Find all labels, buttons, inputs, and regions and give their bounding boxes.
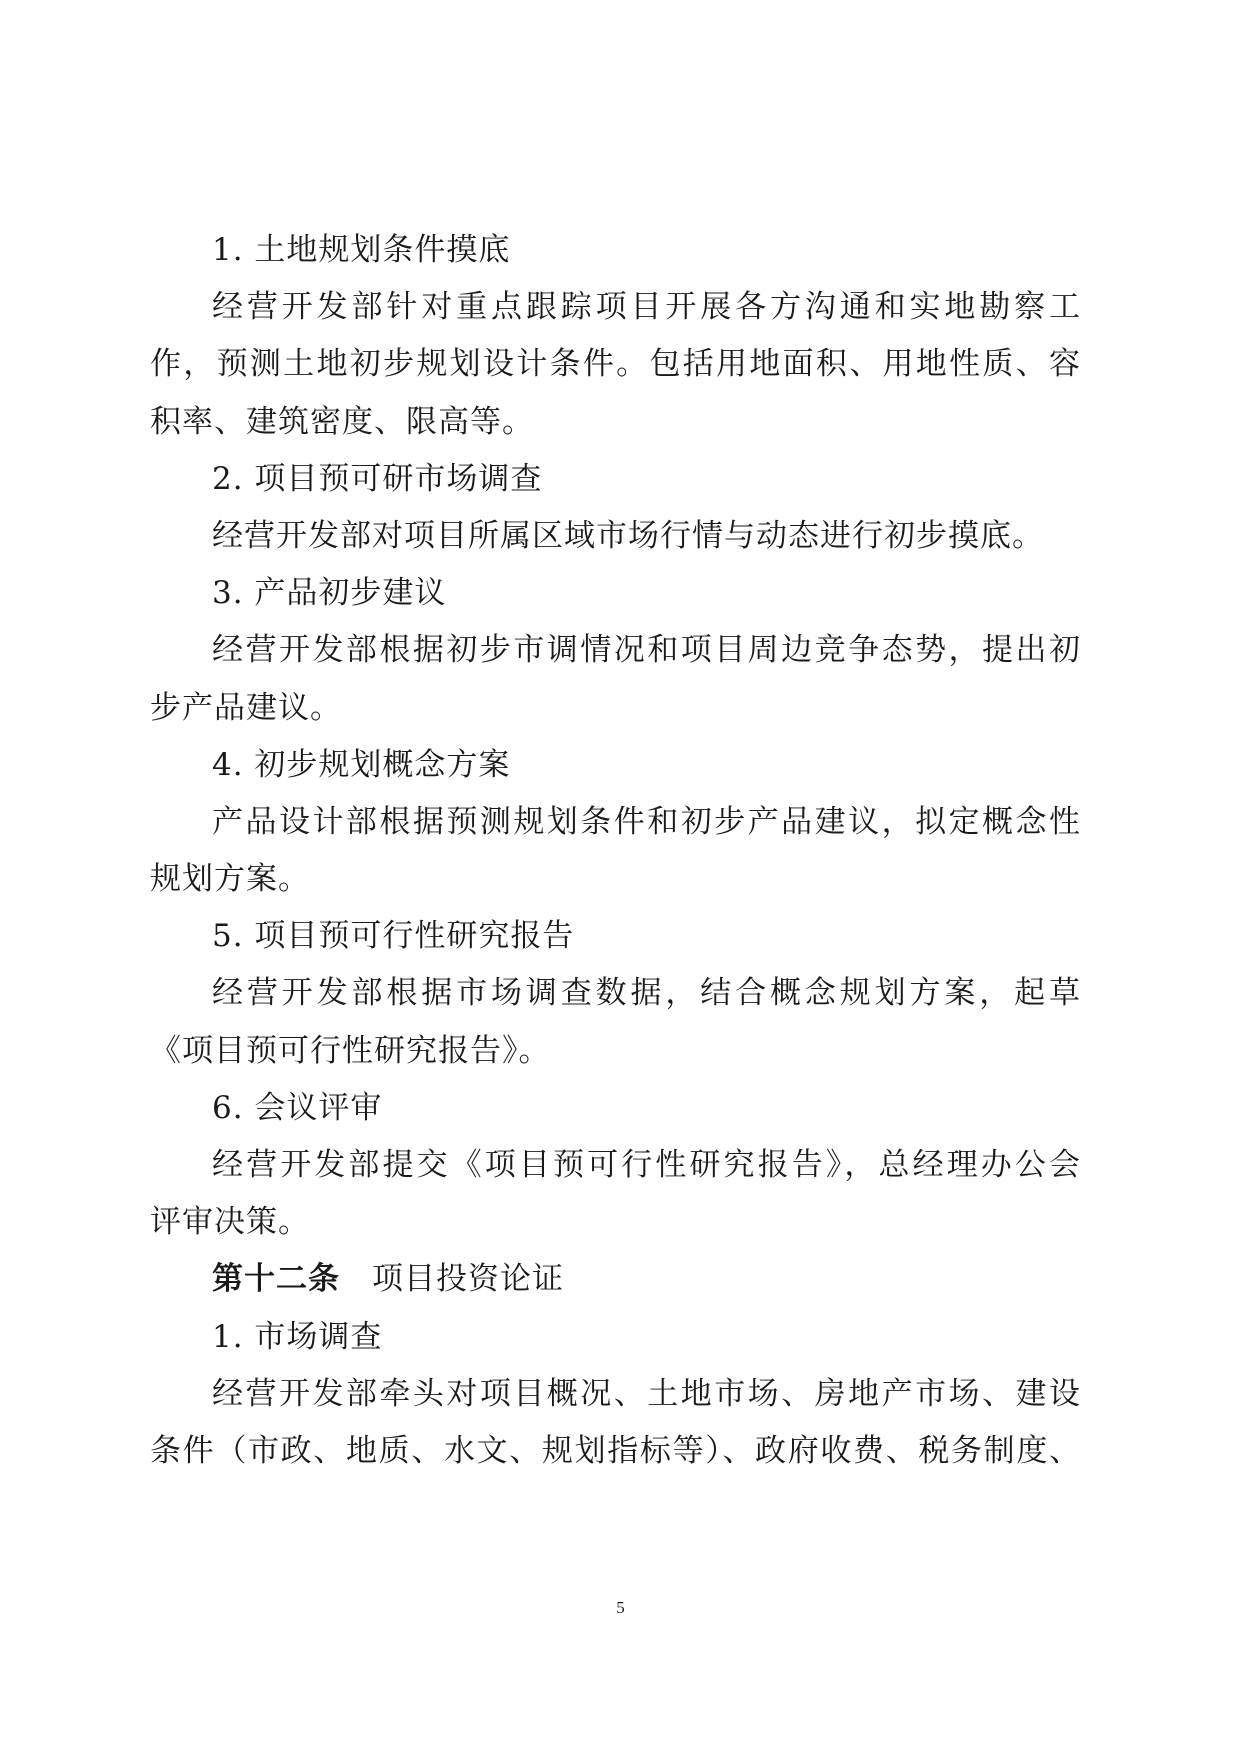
paragraph-line: 规划方案。: [150, 861, 310, 898]
paragraph-line: 作，预测土地初步规划设计条件。包括用地面积、用地性质、容: [150, 346, 1080, 383]
page-number: 5: [616, 1598, 625, 1617]
paragraph-line: 积率、建筑密度、限高等。: [150, 403, 534, 440]
paragraph-line: 经营开发部对项目所属区域市场行情与动态进行初步摸底。: [212, 517, 1044, 554]
article-heading: [150, 1251, 1080, 1308]
paragraph-line: 经营开发部根据初步市调情况和项目周边竞争态势，提出初: [212, 632, 1080, 669]
article-number: 第十二条: [212, 1261, 340, 1298]
paragraph-line: 经营开发部针对重点跟踪项目开展各方沟通和实地勘察工: [212, 289, 1080, 326]
section-heading: 3. 产品初步建议: [212, 575, 447, 612]
paragraph-line: 《项目预可行性研究报告》。: [150, 1032, 551, 1069]
paragraph-line: 经营开发部根据市场调查数据，结合概念规划方案，起草: [212, 975, 1080, 1012]
paragraph-line: 经营开发部提交《项目预可行性研究报告》，总经理办公会: [212, 1147, 1080, 1183]
section-heading: 2. 项目预可研市场调查: [212, 460, 543, 497]
section-heading: 5. 项目预可行性研究报告: [212, 918, 575, 955]
document-body: [150, 222, 1080, 1480]
section-heading: 1. 土地规划条件摸底: [212, 232, 511, 268]
paragraph-line: 经营开发部牵头对项目概况、土地市场、房地产市场、建设: [212, 1375, 1080, 1412]
section-heading: 4. 初步规划概念方案: [212, 746, 511, 783]
paragraph-line: 评审决策。: [150, 1204, 310, 1241]
paragraph-line: 条件（市政、地质、水文、规划指标等）、政府收费、税务制度、: [150, 1432, 1080, 1469]
section-heading: 1. 市场调查: [212, 1318, 383, 1355]
paragraph-line: 产品设计部根据预测规划条件和初步产品建议，拟定概念性: [212, 803, 1080, 840]
section-heading: 6. 会议评审: [212, 1089, 383, 1126]
article-title: 项目投资论证: [372, 1261, 564, 1298]
paragraph-line: 步产品建议。: [150, 689, 342, 726]
